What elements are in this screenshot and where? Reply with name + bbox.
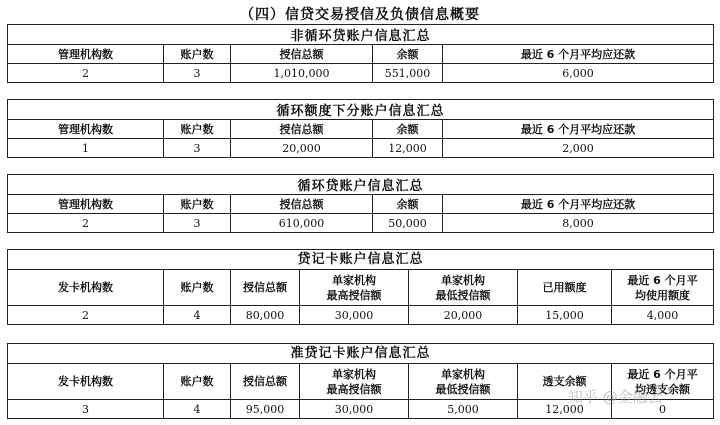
table-cell: 2 — [8, 64, 164, 83]
table-cell: 6,000 — [443, 64, 714, 83]
table-cell: 80,000 — [231, 306, 300, 325]
column-header: 授信总额 — [231, 45, 373, 64]
column-header: 管理机构数 — [8, 120, 164, 139]
table-title: 准贷记卡账户信息汇总 — [8, 344, 714, 364]
column-header: 最近 6 个月平均应还款 — [443, 195, 714, 214]
column-header: 账户数 — [164, 270, 231, 306]
table-cell: 610,000 — [231, 214, 373, 233]
column-header: 最近 6 个月平均应还款 — [443, 45, 714, 64]
revolving-sub-account-summary-table — [7, 99, 714, 158]
column-header: 单家机构 最高授信额 — [300, 364, 409, 400]
table-cell: 1 — [8, 139, 164, 158]
table-cell: 12,000 — [518, 400, 612, 419]
table-cell: 5,000 — [409, 400, 518, 419]
table-cell: 20,000 — [409, 306, 518, 325]
column-header: 余额 — [373, 195, 443, 214]
table-title: 循环贷账户信息汇总 — [8, 175, 714, 195]
revolving-loan-summary-table — [7, 174, 714, 233]
table-cell: 1,010,000 — [231, 64, 373, 83]
column-header: 余额 — [373, 45, 443, 64]
credit-card-summary-table — [7, 249, 714, 325]
column-header: 最近 6 个月平均应还款 — [443, 120, 714, 139]
table-cell: 20,000 — [231, 139, 373, 158]
table-cell: 95,000 — [231, 400, 300, 419]
column-header: 授信总额 — [231, 270, 300, 306]
column-header: 单家机构 最低授信额 — [409, 270, 518, 306]
table-cell: 3 — [8, 400, 164, 419]
column-header: 账户数 — [164, 195, 231, 214]
column-header: 管理机构数 — [8, 195, 164, 214]
table-cell: 30,000 — [300, 306, 409, 325]
column-header: 单家机构 最低授信额 — [409, 364, 518, 400]
table-title: 非循环贷账户信息汇总 — [8, 25, 714, 45]
table-title: 循环额度下分账户信息汇总 — [8, 100, 714, 120]
column-header: 单家机构 最高授信额 — [300, 270, 409, 306]
table-cell: 8,000 — [443, 214, 714, 233]
table-cell: 2 — [8, 306, 164, 325]
table-cell: 30,000 — [300, 400, 409, 419]
column-header: 发卡机构数 — [8, 270, 164, 306]
table-cell: 2 — [8, 214, 164, 233]
table-cell: 12,000 — [373, 139, 443, 158]
table-cell: 3 — [164, 139, 231, 158]
column-header: 账户数 — [164, 364, 231, 400]
table-cell: 3 — [164, 214, 231, 233]
table-cell: 4,000 — [612, 306, 714, 325]
column-header: 管理机构数 — [8, 45, 164, 64]
table-cell: 50,000 — [373, 214, 443, 233]
page-title: （四）信贷交易授信及负债信息概要 — [240, 7, 480, 23]
column-header: 发卡机构数 — [8, 364, 164, 400]
table-cell: 0 — [612, 400, 714, 419]
column-header: 授信总额 — [231, 364, 300, 400]
column-header: 已用额度 — [518, 270, 612, 306]
table-cell: 551,000 — [373, 64, 443, 83]
table-cell: 2,000 — [443, 139, 714, 158]
table-title: 贷记卡账户信息汇总 — [8, 250, 714, 270]
table-cell: 15,000 — [518, 306, 612, 325]
table-cell: 3 — [164, 64, 231, 83]
column-header: 授信总额 — [231, 120, 373, 139]
table-cell: 4 — [164, 400, 231, 419]
column-header: 账户数 — [164, 120, 231, 139]
non-revolving-loan-summary-table — [7, 24, 714, 83]
column-header: 余额 — [373, 120, 443, 139]
column-header: 最近 6 个月平 均使用额度 — [612, 270, 714, 306]
watermark: 知乎 @金融云 — [568, 388, 663, 406]
column-header: 授信总额 — [231, 195, 373, 214]
column-header: 最近 6 个月平 均透支余额 — [612, 364, 714, 400]
semi-credit-card-summary-table — [7, 343, 714, 419]
column-header: 账户数 — [164, 45, 231, 64]
table-cell: 4 — [164, 306, 231, 325]
column-header: 透支余额 — [518, 364, 612, 400]
